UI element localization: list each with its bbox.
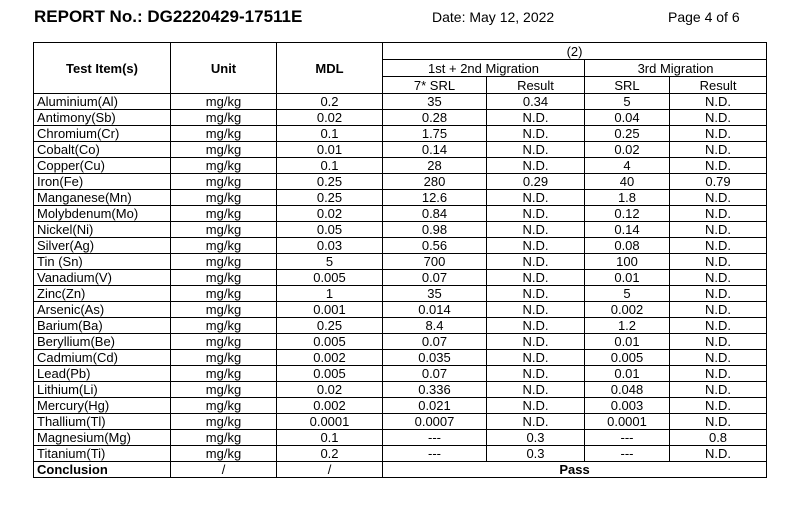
cell-unit: mg/kg bbox=[171, 254, 277, 270]
cell-srl-1: 0.84 bbox=[383, 206, 487, 222]
conclusion-mdl: / bbox=[277, 462, 383, 478]
cell-srl-3: 0.08 bbox=[585, 238, 670, 254]
cell-test-item: Cadmium(Cd) bbox=[34, 350, 171, 366]
cell-mdl: 0.0001 bbox=[277, 414, 383, 430]
table-row bbox=[34, 382, 767, 398]
cell-result-3: N.D. bbox=[670, 94, 767, 110]
col-header-migration-3: 3rd Migration bbox=[585, 60, 767, 77]
cell-result-1: N.D. bbox=[487, 334, 585, 350]
cell-srl-1: 0.56 bbox=[383, 238, 487, 254]
cell-srl-1: 0.28 bbox=[383, 110, 487, 126]
cell-unit: mg/kg bbox=[171, 126, 277, 142]
cell-result-1: N.D. bbox=[487, 158, 585, 174]
cell-unit: mg/kg bbox=[171, 94, 277, 110]
cell-result-3: N.D. bbox=[670, 350, 767, 366]
cell-unit: mg/kg bbox=[171, 382, 277, 398]
cell-test-item: Mercury(Hg) bbox=[34, 398, 171, 414]
cell-result-1: N.D. bbox=[487, 302, 585, 318]
cell-srl-1: 0.14 bbox=[383, 142, 487, 158]
cell-srl-3: 0.0001 bbox=[585, 414, 670, 430]
cell-result-3: N.D. bbox=[670, 414, 767, 430]
cell-test-item: Zinc(Zn) bbox=[34, 286, 171, 302]
cell-result-1: N.D. bbox=[487, 398, 585, 414]
cell-unit: mg/kg bbox=[171, 238, 277, 254]
cell-mdl: 0.02 bbox=[277, 382, 383, 398]
cell-result-1: N.D. bbox=[487, 414, 585, 430]
cell-srl-3: 1.2 bbox=[585, 318, 670, 334]
cell-test-item: Molybdenum(Mo) bbox=[34, 206, 171, 222]
cell-result-3: N.D. bbox=[670, 382, 767, 398]
table-row bbox=[34, 286, 767, 302]
conclusion-result: Pass bbox=[383, 462, 767, 478]
cell-result-3: 0.79 bbox=[670, 174, 767, 190]
cell-result-1: N.D. bbox=[487, 366, 585, 382]
cell-unit: mg/kg bbox=[171, 350, 277, 366]
cell-srl-3: 0.003 bbox=[585, 398, 670, 414]
cell-srl-1: 8.4 bbox=[383, 318, 487, 334]
cell-test-item: Iron(Fe) bbox=[34, 174, 171, 190]
cell-test-item: Lithium(Li) bbox=[34, 382, 171, 398]
cell-test-item: Tin (Sn) bbox=[34, 254, 171, 270]
table-row bbox=[34, 206, 767, 222]
cell-result-1: N.D. bbox=[487, 238, 585, 254]
cell-mdl: 0.2 bbox=[277, 446, 383, 462]
cell-srl-3: 1.8 bbox=[585, 190, 670, 206]
cell-srl-1: 0.336 bbox=[383, 382, 487, 398]
cell-result-1: N.D. bbox=[487, 350, 585, 366]
cell-unit: mg/kg bbox=[171, 286, 277, 302]
cell-result-1: N.D. bbox=[487, 222, 585, 238]
col-header-mdl: MDL bbox=[277, 43, 383, 94]
cell-test-item: Copper(Cu) bbox=[34, 158, 171, 174]
cell-unit: mg/kg bbox=[171, 110, 277, 126]
cell-test-item: Magnesium(Mg) bbox=[34, 430, 171, 446]
cell-result-3: N.D. bbox=[670, 222, 767, 238]
cell-result-3: N.D. bbox=[670, 302, 767, 318]
cell-unit: mg/kg bbox=[171, 190, 277, 206]
cell-result-3: N.D. bbox=[670, 318, 767, 334]
cell-unit: mg/kg bbox=[171, 366, 277, 382]
cell-mdl: 5 bbox=[277, 254, 383, 270]
cell-test-item: Beryllium(Be) bbox=[34, 334, 171, 350]
cell-mdl: 0.25 bbox=[277, 190, 383, 206]
cell-result-1: N.D. bbox=[487, 190, 585, 206]
cell-srl-3: 100 bbox=[585, 254, 670, 270]
cell-srl-3: 40 bbox=[585, 174, 670, 190]
table-row bbox=[34, 94, 767, 110]
cell-mdl: 0.002 bbox=[277, 350, 383, 366]
cell-test-item: Antimony(Sb) bbox=[34, 110, 171, 126]
cell-mdl: 0.03 bbox=[277, 238, 383, 254]
cell-result-1: N.D. bbox=[487, 382, 585, 398]
cell-srl-3: --- bbox=[585, 430, 670, 446]
cell-mdl: 0.1 bbox=[277, 126, 383, 142]
report-number: REPORT No.: DG2220429-17511E bbox=[34, 7, 303, 26]
cell-mdl: 0.01 bbox=[277, 142, 383, 158]
cell-srl-3: 4 bbox=[585, 158, 670, 174]
conclusion-label: Conclusion bbox=[34, 462, 171, 478]
cell-result-3: N.D. bbox=[670, 206, 767, 222]
cell-result-3: N.D. bbox=[670, 270, 767, 286]
cell-mdl: 0.25 bbox=[277, 174, 383, 190]
cell-unit: mg/kg bbox=[171, 318, 277, 334]
cell-result-3: N.D. bbox=[670, 366, 767, 382]
test-results-table bbox=[33, 42, 767, 478]
col-header-result-1: Result bbox=[487, 77, 585, 94]
cell-result-3: 0.8 bbox=[670, 430, 767, 446]
cell-mdl: 0.02 bbox=[277, 206, 383, 222]
cell-mdl: 0.001 bbox=[277, 302, 383, 318]
cell-unit: mg/kg bbox=[171, 334, 277, 350]
cell-unit: mg/kg bbox=[171, 302, 277, 318]
cell-srl-1: 28 bbox=[383, 158, 487, 174]
cell-test-item: Vanadium(V) bbox=[34, 270, 171, 286]
cell-mdl: 0.1 bbox=[277, 158, 383, 174]
cell-srl-1: 0.07 bbox=[383, 334, 487, 350]
cell-mdl: 0.1 bbox=[277, 430, 383, 446]
table-row bbox=[34, 142, 767, 158]
cell-mdl: 0.005 bbox=[277, 366, 383, 382]
cell-unit: mg/kg bbox=[171, 270, 277, 286]
cell-test-item: Titanium(Ti) bbox=[34, 446, 171, 462]
table-row bbox=[34, 238, 767, 254]
cell-result-3: N.D. bbox=[670, 110, 767, 126]
table-row bbox=[34, 398, 767, 414]
cell-result-1: 0.29 bbox=[487, 174, 585, 190]
report-date: Date: May 12, 2022 bbox=[432, 9, 555, 25]
cell-srl-1: 0.98 bbox=[383, 222, 487, 238]
cell-test-item: Chromium(Cr) bbox=[34, 126, 171, 142]
cell-unit: mg/kg bbox=[171, 430, 277, 446]
cell-result-3: N.D. bbox=[670, 398, 767, 414]
cell-test-item: Silver(Ag) bbox=[34, 238, 171, 254]
cell-mdl: 0.005 bbox=[277, 270, 383, 286]
table-row bbox=[34, 350, 767, 366]
table-row bbox=[34, 318, 767, 334]
cell-srl-1: 700 bbox=[383, 254, 487, 270]
cell-srl-1: 35 bbox=[383, 286, 487, 302]
cell-result-1: N.D. bbox=[487, 206, 585, 222]
cell-srl-1: 0.021 bbox=[383, 398, 487, 414]
cell-result-1: N.D. bbox=[487, 110, 585, 126]
cell-mdl: 0.25 bbox=[277, 318, 383, 334]
cell-result-3: N.D. bbox=[670, 286, 767, 302]
cell-test-item: Manganese(Mn) bbox=[34, 190, 171, 206]
cell-unit: mg/kg bbox=[171, 206, 277, 222]
cell-result-1: 0.34 bbox=[487, 94, 585, 110]
cell-result-3: N.D. bbox=[670, 190, 767, 206]
cell-result-3: N.D. bbox=[670, 238, 767, 254]
cell-srl-3: 0.12 bbox=[585, 206, 670, 222]
cell-srl-1: 0.0007 bbox=[383, 414, 487, 430]
cell-test-item: Barium(Ba) bbox=[34, 318, 171, 334]
cell-test-item: Aluminium(Al) bbox=[34, 94, 171, 110]
col-header-sample-no: (2) bbox=[383, 43, 767, 60]
col-header-test-item: Test Item(s) bbox=[34, 43, 171, 94]
col-header-unit: Unit bbox=[171, 43, 277, 94]
cell-result-3: N.D. bbox=[670, 142, 767, 158]
cell-result-1: N.D. bbox=[487, 142, 585, 158]
conclusion-unit: / bbox=[171, 462, 277, 478]
table-row bbox=[34, 158, 767, 174]
cell-result-1: N.D. bbox=[487, 270, 585, 286]
table-row bbox=[34, 366, 767, 382]
cell-srl-1: --- bbox=[383, 446, 487, 462]
cell-unit: mg/kg bbox=[171, 398, 277, 414]
col-header-srl-3: SRL bbox=[585, 77, 670, 94]
cell-result-1: N.D. bbox=[487, 254, 585, 270]
table-row bbox=[34, 110, 767, 126]
col-header-result-3: Result bbox=[670, 77, 767, 94]
cell-mdl: 1 bbox=[277, 286, 383, 302]
cell-result-3: N.D. bbox=[670, 254, 767, 270]
cell-srl-1: --- bbox=[383, 430, 487, 446]
cell-unit: mg/kg bbox=[171, 158, 277, 174]
cell-unit: mg/kg bbox=[171, 142, 277, 158]
cell-unit: mg/kg bbox=[171, 222, 277, 238]
cell-test-item: Thallium(Tl) bbox=[34, 414, 171, 430]
cell-srl-1: 1.75 bbox=[383, 126, 487, 142]
cell-unit: mg/kg bbox=[171, 174, 277, 190]
table-row bbox=[34, 174, 767, 190]
cell-srl-3: 0.01 bbox=[585, 366, 670, 382]
cell-result-3: N.D. bbox=[670, 334, 767, 350]
cell-srl-3: 5 bbox=[585, 94, 670, 110]
cell-test-item: Lead(Pb) bbox=[34, 366, 171, 382]
table-row bbox=[34, 222, 767, 238]
report-header bbox=[0, 0, 800, 40]
table-row bbox=[34, 334, 767, 350]
cell-srl-3: 5 bbox=[585, 286, 670, 302]
table-row bbox=[34, 430, 767, 446]
table-row bbox=[34, 190, 767, 206]
conclusion-row bbox=[34, 462, 767, 478]
cell-srl-3: 0.01 bbox=[585, 270, 670, 286]
cell-unit: mg/kg bbox=[171, 414, 277, 430]
cell-test-item: Arsenic(As) bbox=[34, 302, 171, 318]
cell-srl-3: 0.14 bbox=[585, 222, 670, 238]
cell-srl-3: 0.005 bbox=[585, 350, 670, 366]
cell-srl-3: 0.04 bbox=[585, 110, 670, 126]
cell-result-1: 0.3 bbox=[487, 446, 585, 462]
table-row bbox=[34, 126, 767, 142]
cell-mdl: 0.2 bbox=[277, 94, 383, 110]
cell-srl-3: 0.25 bbox=[585, 126, 670, 142]
cell-srl-1: 0.014 bbox=[383, 302, 487, 318]
cell-srl-1: 12.6 bbox=[383, 190, 487, 206]
header-row-sample bbox=[34, 43, 767, 60]
cell-srl-1: 0.035 bbox=[383, 350, 487, 366]
cell-mdl: 0.005 bbox=[277, 334, 383, 350]
cell-srl-3: --- bbox=[585, 446, 670, 462]
cell-srl-1: 280 bbox=[383, 174, 487, 190]
cell-srl-1: 35 bbox=[383, 94, 487, 110]
col-header-migration-1: 1st + 2nd Migration bbox=[383, 60, 585, 77]
cell-srl-1: 0.07 bbox=[383, 366, 487, 382]
table-row bbox=[34, 414, 767, 430]
cell-mdl: 0.02 bbox=[277, 110, 383, 126]
cell-result-1: N.D. bbox=[487, 286, 585, 302]
cell-result-3: N.D. bbox=[670, 126, 767, 142]
cell-mdl: 0.002 bbox=[277, 398, 383, 414]
cell-mdl: 0.05 bbox=[277, 222, 383, 238]
cell-result-3: N.D. bbox=[670, 158, 767, 174]
table-row bbox=[34, 270, 767, 286]
table-row bbox=[34, 446, 767, 462]
table-body bbox=[34, 43, 767, 478]
cell-srl-3: 0.01 bbox=[585, 334, 670, 350]
cell-test-item: Nickel(Ni) bbox=[34, 222, 171, 238]
table-row bbox=[34, 302, 767, 318]
table-row bbox=[34, 254, 767, 270]
page-indicator: Page 4 of 6 bbox=[668, 9, 740, 25]
cell-result-1: 0.3 bbox=[487, 430, 585, 446]
cell-result-1: N.D. bbox=[487, 318, 585, 334]
cell-srl-3: 0.02 bbox=[585, 142, 670, 158]
cell-result-1: N.D. bbox=[487, 126, 585, 142]
cell-unit: mg/kg bbox=[171, 446, 277, 462]
col-header-srl-1: 7* SRL bbox=[383, 77, 487, 94]
cell-srl-1: 0.07 bbox=[383, 270, 487, 286]
cell-test-item: Cobalt(Co) bbox=[34, 142, 171, 158]
cell-srl-3: 0.002 bbox=[585, 302, 670, 318]
cell-result-3: N.D. bbox=[670, 446, 767, 462]
cell-srl-3: 0.048 bbox=[585, 382, 670, 398]
